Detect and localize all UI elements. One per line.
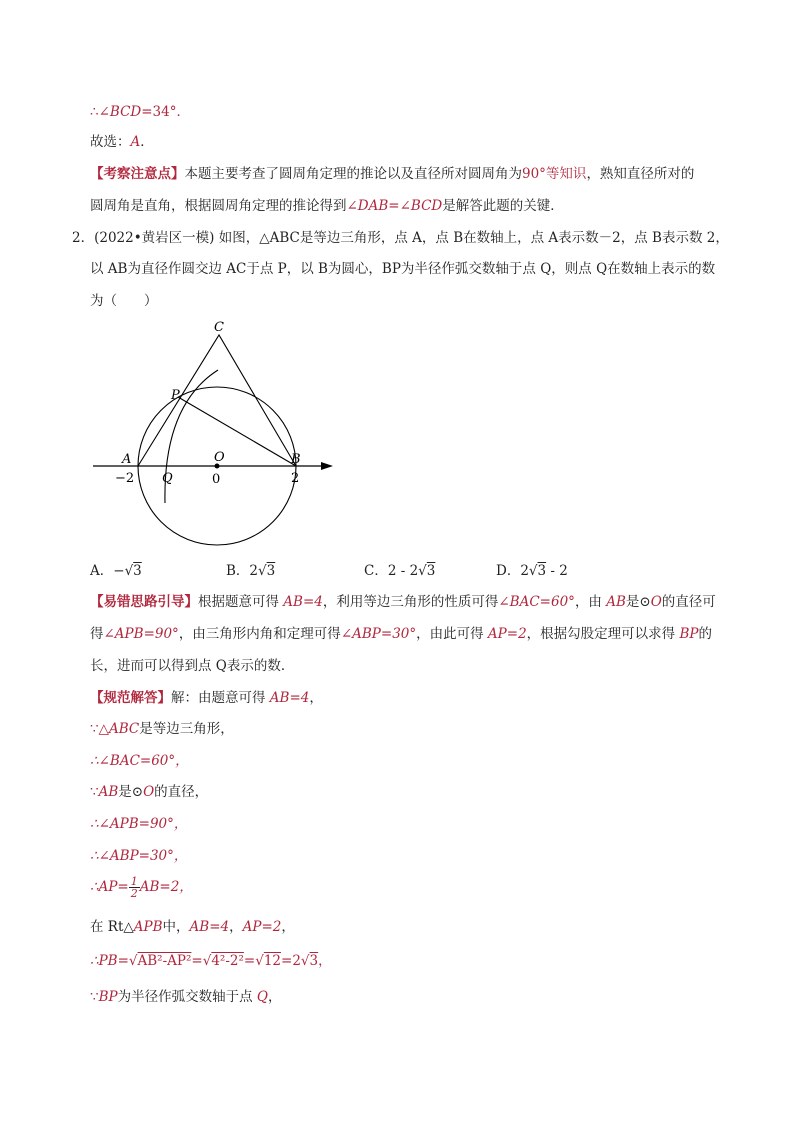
option-c-label: C．: [364, 563, 388, 579]
solution-tag: 【规范解答】: [90, 690, 171, 706]
hint2-math-3: AP=2: [487, 626, 527, 642]
hint-text-d: 是⊙: [625, 594, 651, 610]
sqrt-4-2: 4²-2²: [211, 953, 244, 969]
hint2-text-b: ，由三角形内角和定理可得: [178, 626, 341, 642]
note-tag: 【考察注意点】: [90, 166, 185, 182]
solution-s7-mid2: ，: [229, 919, 243, 935]
note-line-1: [90, 164, 694, 184]
question-line-1: 2．(2022•黄岩区一模) 如图，△ABC是等边三角形，点 A，点 B在数轴上，点 A表示数－2，点 B表示数 2，: [72, 230, 729, 246]
note2-text: 圆周角是直角，根据圆周角定理的推论得到: [90, 198, 347, 214]
hint-math-1: AB=4: [283, 594, 323, 610]
hint-line-2: [90, 624, 712, 644]
hint2-text-c: ，由此可得: [416, 626, 488, 642]
note-end: ，熟知直径所对的: [586, 166, 695, 182]
solution-s7-math3: AP=2: [242, 919, 282, 935]
solution-s1-math: ABC: [108, 721, 140, 737]
solution-line-1: [90, 719, 234, 739]
hint-text-c: ，由: [574, 594, 607, 610]
option-b[interactable]: B．2√3: [226, 563, 276, 579]
eq-2: =: [243, 953, 256, 969]
fraction-half: [129, 876, 140, 899]
option-b-pre: 2: [249, 563, 259, 579]
conclusion-line: [90, 102, 190, 122]
note2-math: ∠DAB=∠BCD: [346, 198, 443, 214]
option-d[interactable]: D．2√3 - 2: [496, 563, 568, 579]
solution-s3-mid: 是⊙: [118, 784, 144, 800]
hint2-text-e: 的: [698, 626, 712, 642]
solution-line-3: [90, 782, 208, 802]
label-c: C: [214, 320, 224, 335]
solution-s6-post: AB=2，: [139, 879, 193, 895]
angle-value: =34°．: [141, 104, 190, 120]
therefore-angle: ∴∠: [90, 104, 110, 120]
solution-s3-math2: O: [143, 784, 155, 800]
solution-s0-math: AB=4: [269, 690, 310, 706]
eq-1: =: [191, 953, 203, 969]
label-p: P: [171, 388, 180, 403]
geometry-figure: [85, 315, 345, 555]
solution-s3-pre: ∵: [90, 784, 99, 800]
solution-s1-pre: ∵△: [90, 721, 109, 737]
hint-math-2: ∠BAC=60°: [498, 594, 575, 610]
sqrt-ab-ap: AB²-AP²: [137, 953, 192, 969]
label-neg2: −2: [115, 471, 135, 486]
segment-pb: [178, 397, 296, 466]
hint-text-b: ，利用等边三角形的性质可得: [322, 594, 499, 610]
question-line-3: 为（ ）: [90, 293, 158, 309]
question-line-2: 以 AB为直径作圆交边 AC于点 P，以 B为圆心，BP为半径作弧交数轴于点 Q，则点 Q在数轴上表示的数: [90, 261, 716, 277]
fraction-den: 2: [130, 887, 138, 900]
hint2-math-2: ∠ABP=30°: [340, 626, 417, 642]
solution-line-4: ∴∠APB=90°，: [90, 816, 188, 832]
solution-s0-text: 解：由题意可得: [171, 690, 270, 706]
option-c-rad: 3: [426, 563, 436, 579]
solution-s9-math2: Q: [256, 989, 268, 1005]
label-two: 2: [291, 471, 300, 486]
hint-math-4: O: [650, 594, 662, 610]
hint2-math-4: BP: [679, 626, 699, 642]
hint-text-e: 的直径可: [661, 594, 716, 610]
option-a-pre: −: [113, 563, 125, 579]
option-c-pre: 2 - 2: [387, 563, 419, 579]
solution-s8-end: ，: [318, 953, 332, 969]
option-d-post: - 2: [546, 563, 568, 579]
solution-s9-pre: ∵: [90, 989, 99, 1005]
answer-end: ．: [140, 134, 154, 150]
solution-s0-end: ，: [309, 690, 323, 706]
solution-line-0: [90, 688, 323, 708]
option-b-rad: 3: [266, 563, 276, 579]
solution-line-8: ∴PB=√AB²-AP²=√4²-2²=√12=2√3，: [90, 953, 332, 969]
solution-s7-pre: 在 Rt△: [90, 919, 134, 935]
solution-s3-math: AB: [98, 784, 119, 800]
label-a: A: [122, 452, 132, 467]
hint-tag: 【易错思路引导】: [90, 594, 198, 610]
sqrt-3: 3: [309, 953, 319, 969]
solution-line-5: ∴∠ABP=30°，: [90, 848, 188, 864]
label-q: Q: [162, 471, 173, 486]
solution-s1-end: 是等边三角形，: [139, 721, 234, 737]
hint2-text-d: ，根据勾股定理可以求得: [526, 626, 680, 642]
hint2-text-a: 得: [90, 626, 104, 642]
eq-3: =2: [281, 953, 301, 969]
angle-var: BCD: [109, 104, 142, 120]
option-d-label: D．: [496, 563, 521, 579]
label-zero: 0: [212, 472, 221, 487]
hint2-math-1: ∠APB=90°: [103, 626, 179, 642]
answer-prefix: 故选：: [90, 134, 131, 150]
answer-line: [90, 132, 154, 152]
option-a-label: A．: [90, 563, 114, 579]
sqrt-12: 12: [263, 953, 282, 969]
note-line-2: [90, 196, 564, 216]
option-d-rad: 3: [537, 563, 547, 579]
number-line-arrow: [321, 462, 333, 470]
hint-math-3: AB: [606, 594, 626, 610]
solution-s7-mid: 中，: [162, 919, 190, 935]
solution-s9-end: ，: [267, 989, 282, 1005]
solution-s8-pre: ∴PB=: [90, 953, 129, 969]
solution-s9-math: BP: [98, 989, 118, 1005]
fraction-num: 1: [130, 875, 138, 888]
hint-line-1: [90, 592, 716, 612]
option-d-pre: 2: [520, 563, 529, 579]
solution-s7-math2: AB=4: [189, 919, 230, 935]
label-o: O: [214, 450, 225, 465]
solution-line-7: [90, 917, 295, 937]
option-a[interactable]: A．−√3: [90, 563, 142, 579]
solution-line-6: [90, 872, 193, 902]
triangle-abc: [138, 335, 296, 466]
solution-s6-pre: ∴AP=: [90, 879, 129, 895]
note2-end: 是解答此题的关键．: [442, 198, 564, 214]
note-highlight: 90°等知识: [522, 166, 587, 182]
hint-line-3: 长，进而可以得到点 Q表示的数．: [90, 658, 295, 674]
solution-s7-end: ，: [281, 919, 295, 935]
solution-s7-math: APB: [133, 919, 163, 935]
note-text: 本题主要考查了圆周角定理的推论以及直径所对圆周角为: [184, 166, 522, 182]
label-b: B: [291, 452, 301, 467]
answer-choice: A: [130, 134, 141, 150]
solution-s9-mid: 为半径作弧交数轴于点: [117, 989, 257, 1005]
hint-text-a: 根据题意可得: [198, 594, 284, 610]
solution-s3-end: 的直径，: [154, 784, 209, 800]
solution-line-9: [90, 987, 281, 1007]
option-c[interactable]: C．2 - 2√3: [364, 563, 436, 579]
option-b-label: B．: [226, 563, 250, 579]
option-a-rad: 3: [133, 563, 142, 579]
solution-line-2: ∴∠BAC=60°，: [90, 753, 189, 769]
